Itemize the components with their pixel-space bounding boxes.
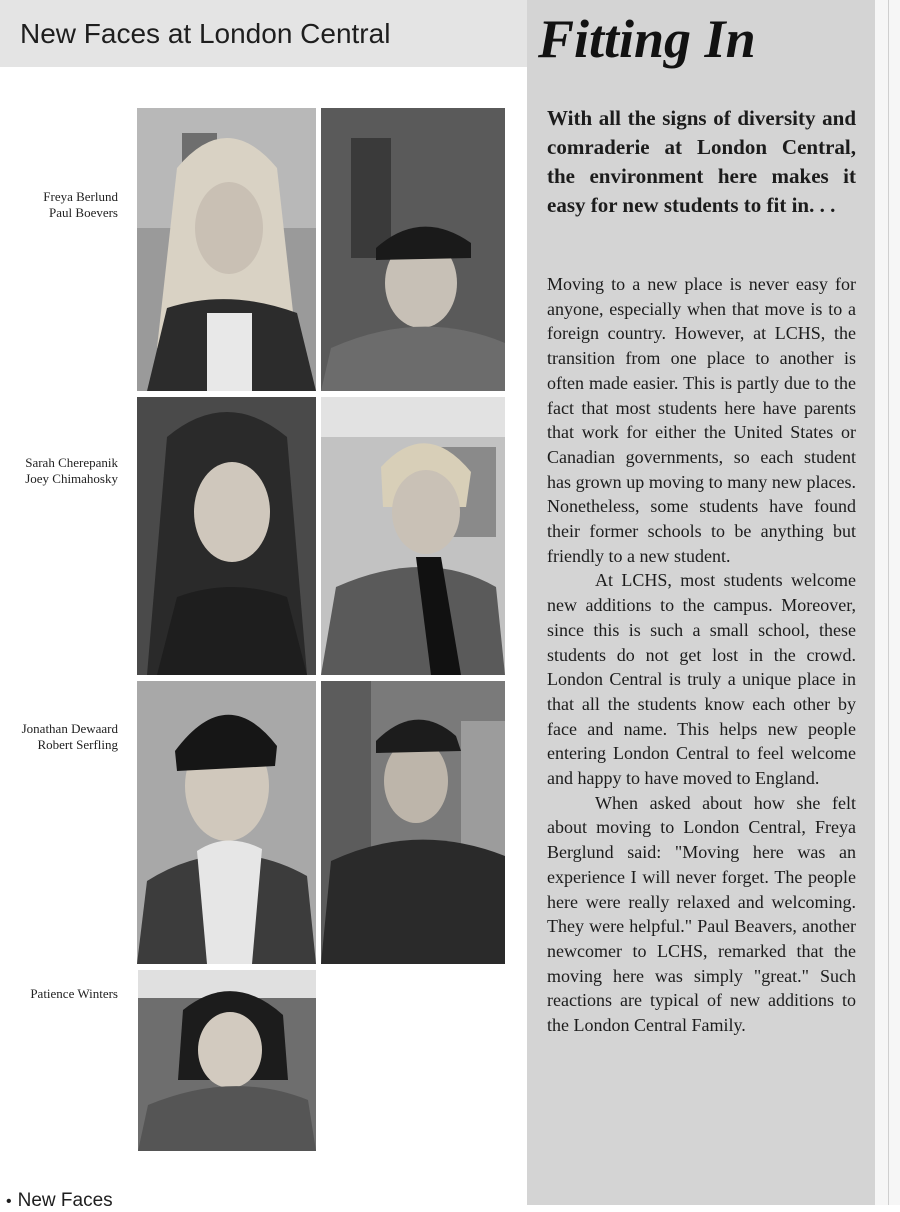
article-headline: Fitting In [538,9,756,69]
portrait-photo [137,681,316,964]
portrait-photo [138,970,316,1151]
photo-caption [0,189,118,221]
caption-name: Robert Serfling [37,737,118,752]
caption-name: Freya Berlund [43,189,118,204]
article-paragraph: When asked about how she felt about moving to London Central, Freya Berglund said: "Moving here was an experience I will never forget. The people here were really relaxed and welcoming. They were helpful." Paul Beavers, another newcomer to LCHS, remarked that the moving here was simply "great." Such reactions are typical of new additions to the London Central Family. [547,792,856,1036]
caption-name: Paul Boevers [49,205,118,220]
portrait-photo [321,397,505,675]
photo-caption [0,986,118,1002]
page-footer [6,1190,113,1212]
footer-label: New Faces [17,1190,113,1211]
portrait-photo [321,108,505,391]
footer-bullet: • [6,1193,12,1210]
portrait-photo [321,681,505,964]
page-fold-line [888,0,889,1205]
photo-caption [0,721,118,753]
section-title: New Faces at London Central [20,18,391,49]
caption-name: Joey Chimahosky [25,471,118,486]
caption-name: Patience Winters [30,986,118,1001]
caption-name: Jonathan Dewaard [21,721,118,736]
portrait-photo [137,108,316,391]
article-paragraph: At LCHS, most students welcome new additions to the campus. Moreover, since this is such a small school, these students do not get lost in the crowd. London Central is truly a unique place in that all the students know each other by face and name. This helps new people entering London Central to feel welcome and happy to have moved to England. [547,570,856,789]
photo-caption [0,455,118,487]
article-intro: With all the signs of diversity and comraderie at London Central, the environment here makes it easy for new students to fit in. . . [547,106,856,217]
portrait-photo [137,397,316,675]
article-paragraph: Moving to a new place is never easy for anyone, especially when that move is to a foreign country. However, at LCHS, the transition from one place to another is often made easier. This is partly due to the fact that most students here have parents that work for either the United States or Canadian governments, so each student has grown up moving to many new places. Nonetheless, some students have found their former schools to be anything but friendly to a new student. [547,274,856,566]
caption-name: Sarah Cherepanik [25,455,118,470]
article-body [547,272,856,1038]
